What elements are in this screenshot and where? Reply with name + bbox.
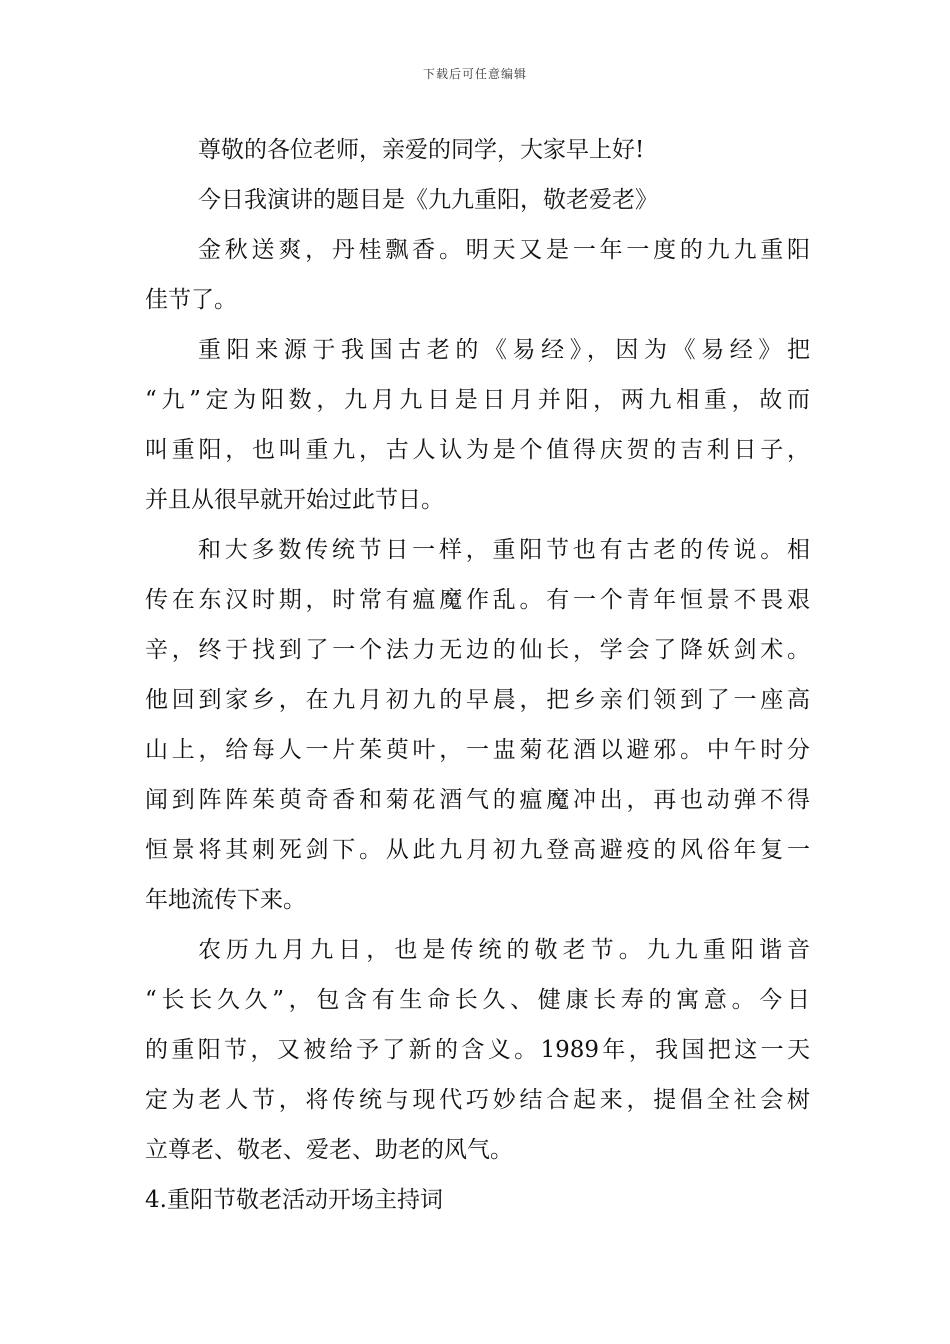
paragraph-line: 重阳来源于我国古老的《易经》，因为《易经》把 bbox=[198, 337, 810, 363]
paragraph-line: 和大多数传统节日一样，重阳节也有古老的传说。相 bbox=[198, 537, 810, 563]
paragraph-line: 并且从很早就开始过此节日。 bbox=[145, 487, 444, 513]
paragraph-line: 他回到家乡，在九月初九的早晨，把乡亲们领到了一座高 bbox=[145, 687, 810, 713]
paragraph-line: “九”定为阳数，九月九日是日月并阳，两九相重，故而 bbox=[145, 387, 810, 413]
paragraph-line: 传在东汉时期，时常有瘟魔作乱。有一个青年恒景不畏艰 bbox=[145, 587, 810, 613]
greeting-line: 尊敬的各位老师，亲爱的同学，大家早上好! bbox=[198, 137, 645, 163]
paragraph-line: 山上，给每人一片茱萸叶，一盅菊花酒以避邪。中午时分 bbox=[145, 737, 810, 763]
paragraph-line: “长长久久”，包含有生命长久、健康长寿的寓意。今日 bbox=[145, 987, 810, 1013]
page-header: 下载后可任意编辑 bbox=[422, 67, 527, 81]
paragraph-line: 金秋送爽，丹桂飘香。明天又是一年一度的九九重阳 bbox=[198, 237, 810, 263]
paragraph-line: 闻到阵阵茱萸奇香和菊花酒气的瘟魔冲出，再也动弹不得 bbox=[145, 787, 810, 813]
section-heading: 4.重阳节敬老活动开场主持词 bbox=[145, 1187, 443, 1213]
paragraph-line: 辛，终于找到了一个法力无边的仙长，学会了降妖剑术。 bbox=[145, 637, 810, 663]
paragraph-line: 佳节了。 bbox=[145, 287, 237, 313]
paragraph-line: 立尊老、敬老、爱老、助老的风气。 bbox=[145, 1137, 513, 1163]
paragraph-line: 定为老人节，将传统与现代巧妙结合起来，提倡全社会树 bbox=[145, 1087, 810, 1113]
paragraph-line: 年地流传下来。 bbox=[145, 887, 306, 913]
speech-title-line: 今日我演讲的题目是《九九重阳，敬老爱老》 bbox=[198, 187, 658, 213]
paragraph-line: 的重阳节，又被给予了新的含义。1989年，我国把这一天 bbox=[145, 1037, 810, 1063]
paragraph-line: 农历九月九日，也是传统的敬老节。九九重阳谐音 bbox=[198, 937, 810, 963]
paragraph-line: 叫重阳，也叫重九，古人认为是个值得庆贺的吉利日子， bbox=[145, 437, 810, 463]
paragraph-line: 恒景将其刺死剑下。从此九月初九登高避疫的风俗年复一 bbox=[145, 837, 810, 863]
